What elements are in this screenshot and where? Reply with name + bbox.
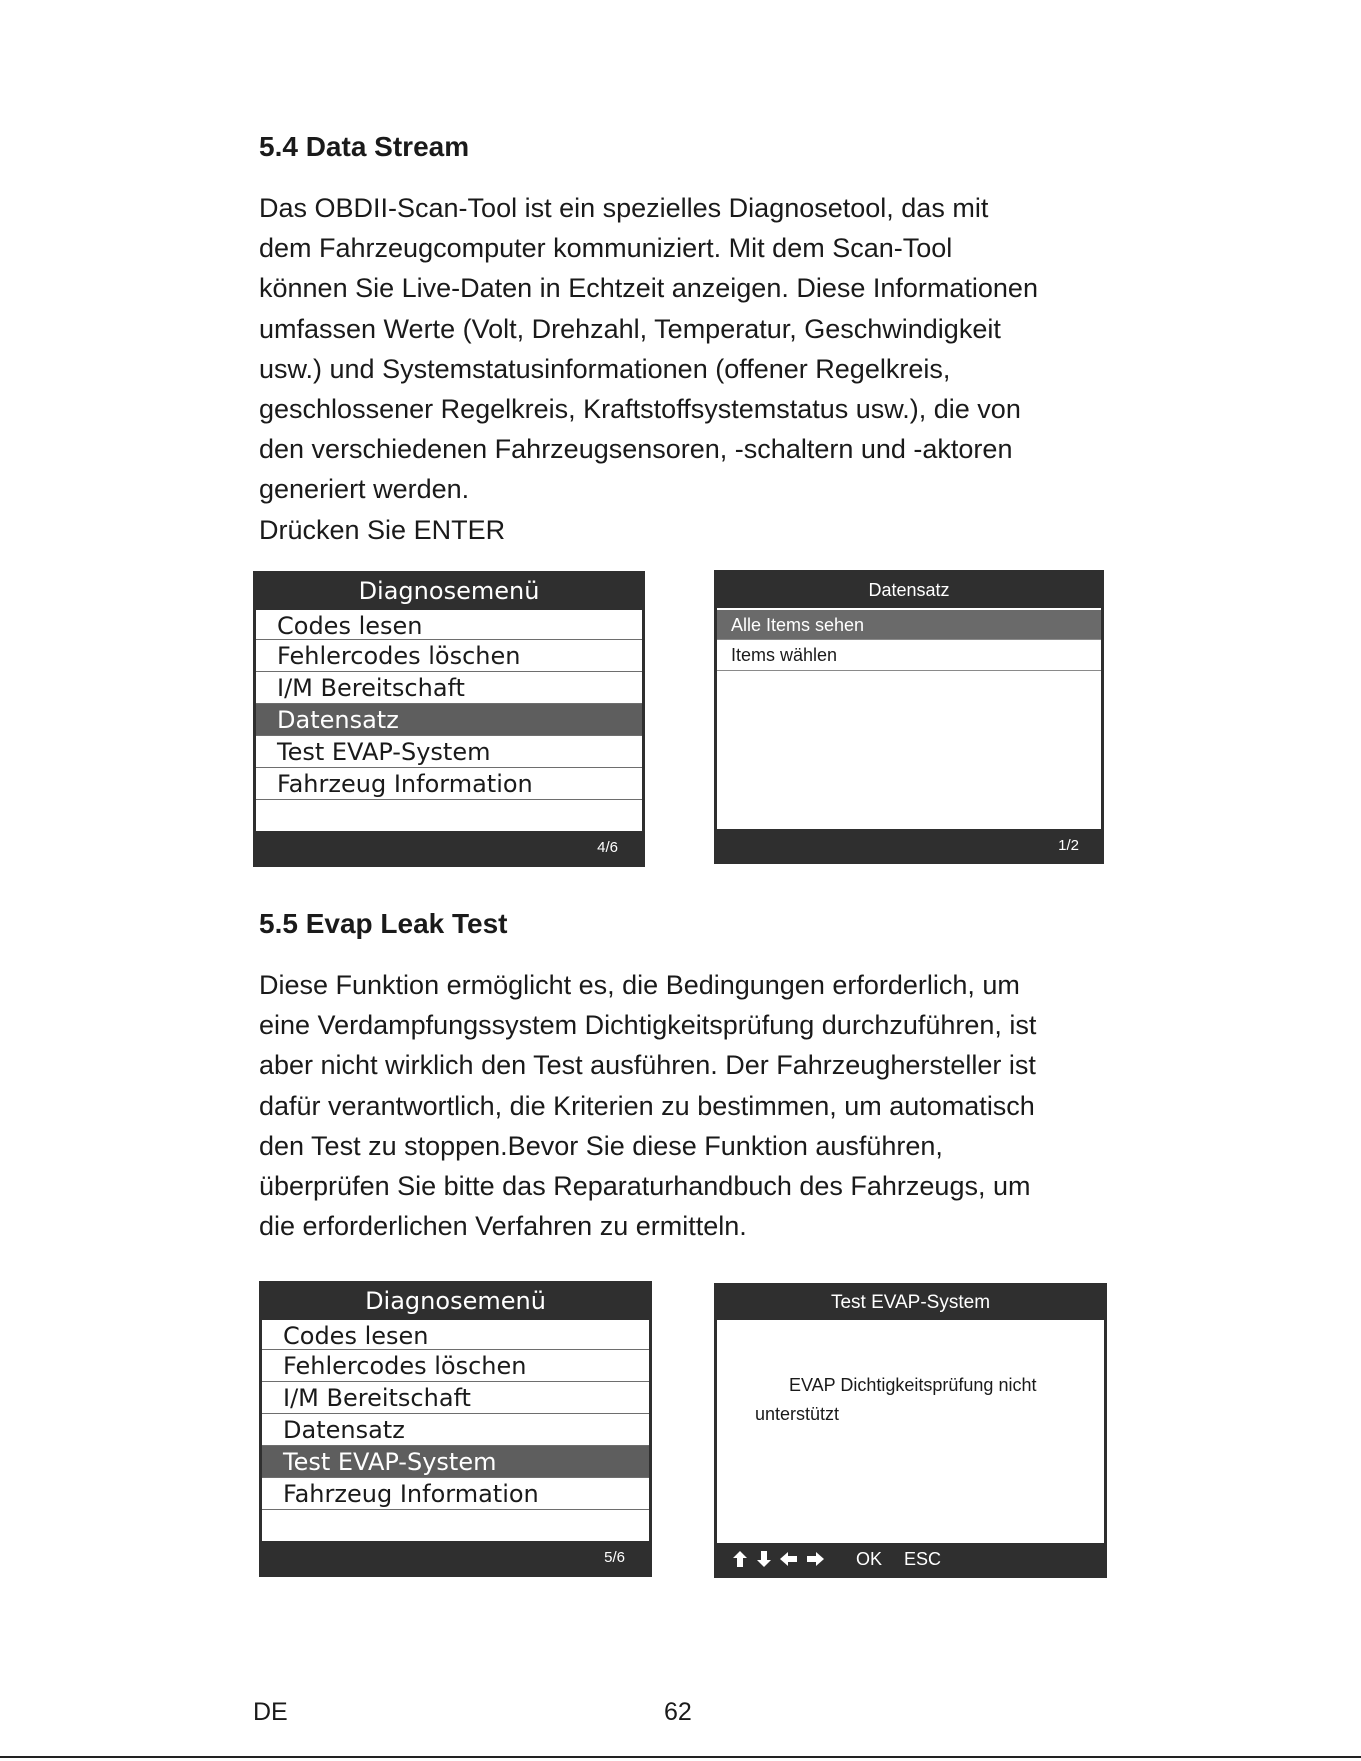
screen-title: Test EVAP-System xyxy=(717,1286,1104,1320)
paragraph-line: überprüfen Sie bitte das Reparaturhandbuch des Fahrzeugs, um xyxy=(259,1171,1031,1202)
page-indicator: 4/6 xyxy=(597,839,618,856)
menu-item-test-evap[interactable]: Test EVAP-System xyxy=(262,1446,649,1478)
navigation-arrows xyxy=(731,1550,827,1568)
section-heading-evap-leak-test: 5.5 Evap Leak Test xyxy=(259,908,508,939)
menu-item-fehlercodes-loeschen[interactable]: Fehlercodes löschen xyxy=(262,1350,649,1382)
menu-item-fehlercodes-loeschen[interactable]: Fehlercodes löschen xyxy=(256,640,642,672)
paragraph-line: den Test zu stoppen.Bevor Sie diese Funktion ausführen, xyxy=(259,1130,943,1161)
paragraph-line: Diese Funktion ermöglicht es, die Bedingungen erforderlich, um xyxy=(259,970,1020,1000)
esc-button[interactable]: ESC xyxy=(904,1549,942,1569)
screen-footer xyxy=(256,831,642,864)
screen-title: Diagnosemenü xyxy=(262,1284,649,1318)
paragraph-line: generiert werden. xyxy=(259,474,470,505)
section-heading-data-stream: 5.4 Data Stream xyxy=(259,131,470,162)
list-item-items-waehlen[interactable]: Items wählen xyxy=(717,640,1101,671)
menu-item-codes-lesen[interactable]: Codes lesen xyxy=(262,1318,649,1350)
page-indicator: 1/2 xyxy=(1058,837,1079,854)
page-number: 62 xyxy=(664,1698,692,1726)
screen-title: Diagnosemenü xyxy=(256,574,642,608)
paragraph-line: die erforderlichen Verfahren zu ermitteln. xyxy=(259,1211,747,1242)
paragraph-line: Das OBDII-Scan-Tool ist ein spezielles Diagnosetool, das mit xyxy=(259,193,989,223)
screen-title: Datensatz xyxy=(717,573,1101,608)
evap-message-line-1: EVAP Dichtigkeitsprüfung nicht xyxy=(789,1375,1037,1395)
paragraph-line: Drücken Sie ENTER xyxy=(259,514,506,545)
screen-footer xyxy=(262,1541,649,1574)
paragraph-line: aber nicht wirklich den Test ausführen. Der Fahrzeughersteller ist xyxy=(259,1050,1036,1081)
diagnose-menu-screen xyxy=(259,1281,652,1577)
paragraph-line: dafür verantwortlich, die Kriterien zu bestimmen, um automatisch xyxy=(259,1090,1035,1121)
menu-item-codes-lesen[interactable]: Codes lesen xyxy=(256,608,642,640)
paragraph-line: können Sie Live-Daten in Echtzeit anzeigen. Diese Informationen xyxy=(259,273,1038,304)
evap-leak-test-paragraph xyxy=(259,965,1139,1246)
menu-item-test-evap[interactable]: Test EVAP-System xyxy=(256,736,642,768)
arrow-icons-svg xyxy=(731,1550,827,1568)
bottom-divider xyxy=(0,1756,1361,1758)
screen-footer xyxy=(717,1543,1104,1575)
screen-footer xyxy=(717,829,1101,861)
menu-item-fahrzeug-information[interactable]: Fahrzeug Information xyxy=(256,768,642,800)
diagnose-menu-screen xyxy=(253,571,645,867)
list-item-alle-items-sehen[interactable]: Alle Items sehen xyxy=(717,610,1101,640)
datensatz-screen xyxy=(714,570,1104,864)
test-evap-screen xyxy=(714,1283,1107,1578)
language-label: DE xyxy=(253,1698,288,1726)
menu-item-datensatz[interactable]: Datensatz xyxy=(262,1414,649,1446)
menu-item-datensatz[interactable]: Datensatz xyxy=(256,704,642,736)
evap-message-line-2: unterstützt xyxy=(755,1404,840,1424)
arrow-left-icon xyxy=(780,1552,797,1566)
data-stream-paragraph xyxy=(259,188,1139,550)
paragraph-line: geschlossener Regelkreis, Kraftstoffsystemstatus usw.), die von xyxy=(259,394,1021,425)
arrow-up-icon xyxy=(733,1551,747,1567)
paragraph-line: umfassen Werte (Volt, Drehzahl, Temperatur, Geschwindigkeit xyxy=(259,313,1001,344)
menu-item-im-bereitschaft[interactable]: I/M Bereitschaft xyxy=(262,1382,649,1414)
arrow-down-icon xyxy=(757,1551,771,1567)
arrow-right-icon xyxy=(807,1552,824,1566)
menu-item-empty xyxy=(256,800,642,832)
menu-item-im-bereitschaft[interactable]: I/M Bereitschaft xyxy=(256,672,642,704)
paragraph-line: dem Fahrzeugcomputer kommuniziert. Mit dem Scan-Tool xyxy=(259,233,953,264)
paragraph-line: usw.) und Systemstatusinformationen (offener Regelkreis, xyxy=(259,353,951,384)
menu-item-empty xyxy=(262,1510,649,1542)
page-indicator: 5/6 xyxy=(604,1549,625,1566)
ok-button[interactable]: OK xyxy=(856,1549,883,1569)
paragraph-line: den verschiedenen Fahrzeugsensoren, -schaltern und -aktoren xyxy=(259,434,1013,465)
menu-item-fahrzeug-information[interactable]: Fahrzeug Information xyxy=(262,1478,649,1510)
paragraph-line: eine Verdampfungssystem Dichtigkeitsprüfung durchzuführen, ist xyxy=(259,1010,1037,1041)
